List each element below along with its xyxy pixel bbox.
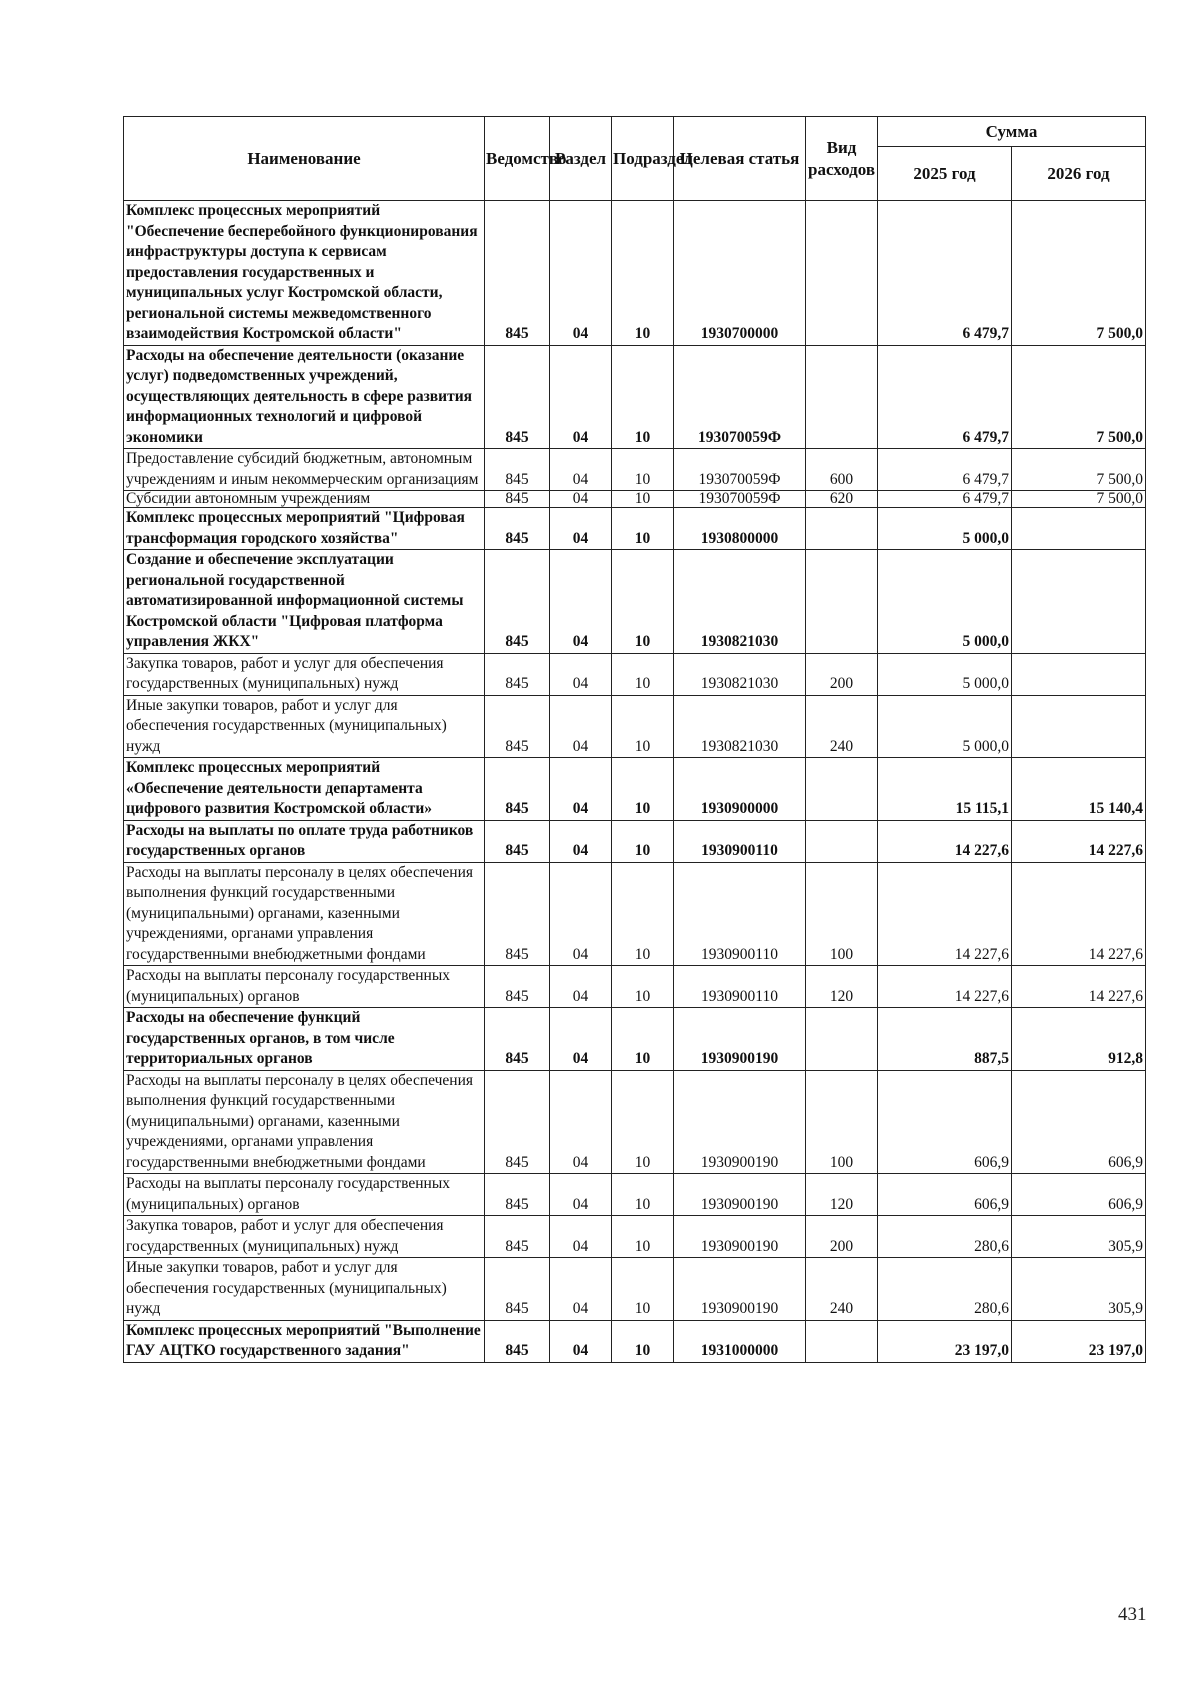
cell-article: 1930900190: [674, 1174, 806, 1216]
cell-2025: 23 197,0: [878, 1320, 1012, 1362]
cell-2025: 887,5: [878, 1008, 1012, 1071]
cell-podrazdel: 10: [612, 653, 674, 695]
cell-name: Расходы на выплаты по оплате труда работников государственных органов: [124, 820, 485, 862]
cell-vedomstvo: 845: [485, 1008, 550, 1071]
table-row: [124, 345, 1146, 449]
table-row: [124, 449, 1146, 491]
cell-article: 1930900190: [674, 1258, 806, 1321]
cell-2025: 14 227,6: [878, 820, 1012, 862]
cell-2025: 606,9: [878, 1174, 1012, 1216]
cell-2026: 305,9: [1012, 1258, 1146, 1321]
page-number: 431: [1118, 1604, 1147, 1625]
cell-podrazdel: 10: [612, 345, 674, 449]
cell-2025: 6 479,7: [878, 201, 1012, 346]
cell-article: 1930900000: [674, 758, 806, 821]
header-razdel: Раздел: [550, 117, 612, 201]
cell-article: 1931000000: [674, 1320, 806, 1362]
cell-name: Субсидии автономным учреждениям: [124, 491, 485, 508]
cell-2026: 15 140,4: [1012, 758, 1146, 821]
cell-vedomstvo: 845: [485, 966, 550, 1008]
cell-vid: 200: [806, 653, 878, 695]
cell-vedomstvo: 845: [485, 508, 550, 550]
cell-name: Предоставление субсидий бюджетным, автономным учреждениям и иным некоммерческим организациям: [124, 449, 485, 491]
cell-podrazdel: 10: [612, 966, 674, 1008]
cell-razdel: 04: [550, 820, 612, 862]
cell-podrazdel: 10: [612, 1174, 674, 1216]
cell-razdel: 04: [550, 966, 612, 1008]
cell-article: 1930900110: [674, 966, 806, 1008]
cell-2025: 5 000,0: [878, 550, 1012, 654]
table-row: [124, 201, 1146, 346]
cell-vedomstvo: 845: [485, 695, 550, 758]
cell-razdel: 04: [550, 508, 612, 550]
cell-vedomstvo: 845: [485, 1070, 550, 1174]
cell-podrazdel: 10: [612, 1008, 674, 1071]
cell-razdel: 04: [550, 449, 612, 491]
cell-vid: 600: [806, 449, 878, 491]
cell-vid: [806, 1320, 878, 1362]
cell-vid: 120: [806, 1174, 878, 1216]
cell-article: 193070059Ф: [674, 345, 806, 449]
cell-podrazdel: 10: [612, 1258, 674, 1321]
cell-article: 193070059Ф: [674, 491, 806, 508]
cell-vedomstvo: 845: [485, 1320, 550, 1362]
cell-2025: 5 000,0: [878, 508, 1012, 550]
header-vid: Вид расходов: [806, 117, 878, 201]
cell-2026: 14 227,6: [1012, 966, 1146, 1008]
table-row: [124, 966, 1146, 1008]
cell-vedomstvo: 845: [485, 653, 550, 695]
cell-2025: 280,6: [878, 1258, 1012, 1321]
cell-article: 1930900190: [674, 1216, 806, 1258]
cell-vid: 100: [806, 1070, 878, 1174]
cell-vedomstvo: 845: [485, 1174, 550, 1216]
cell-razdel: 04: [550, 695, 612, 758]
cell-2025: 5 000,0: [878, 695, 1012, 758]
header-name: Наименование: [124, 117, 485, 201]
header-summa: Сумма: [878, 117, 1146, 147]
header-podrazdel: Подраздел: [612, 117, 674, 201]
cell-vid: 240: [806, 695, 878, 758]
cell-2026: 912,8: [1012, 1008, 1146, 1071]
table-row: [124, 820, 1146, 862]
cell-2026: 23 197,0: [1012, 1320, 1146, 1362]
cell-vedomstvo: 845: [485, 758, 550, 821]
cell-vedomstvo: 845: [485, 491, 550, 508]
cell-razdel: 04: [550, 1174, 612, 1216]
cell-name: Закупка товаров, работ и услуг для обеспечения государственных (муниципальных) нужд: [124, 653, 485, 695]
cell-razdel: 04: [550, 758, 612, 821]
cell-article: 1930700000: [674, 201, 806, 346]
cell-article: 1930900190: [674, 1008, 806, 1071]
cell-2026: 305,9: [1012, 1216, 1146, 1258]
cell-name: Расходы на выплаты персоналу государственных (муниципальных) органов: [124, 966, 485, 1008]
cell-name: Комплекс процессных мероприятий "Цифровая трансформация городского хозяйства": [124, 508, 485, 550]
cell-vid: [806, 758, 878, 821]
cell-article: 1930900110: [674, 820, 806, 862]
cell-vedomstvo: 845: [485, 201, 550, 346]
cell-vedomstvo: 845: [485, 1258, 550, 1321]
table-row: [124, 1174, 1146, 1216]
cell-article: 1930821030: [674, 550, 806, 654]
cell-vid: 100: [806, 862, 878, 966]
cell-podrazdel: 10: [612, 862, 674, 966]
cell-vid: [806, 508, 878, 550]
cell-name: Расходы на выплаты персоналу в целях обеспечения выполнения функций государственными (муниципальными) органами, казенными учреждениями, органами управления государственными внебюджетными фондами: [124, 1070, 485, 1174]
cell-razdel: 04: [550, 1320, 612, 1362]
cell-article: 1930821030: [674, 695, 806, 758]
table-row: [124, 1070, 1146, 1174]
cell-razdel: 04: [550, 345, 612, 449]
cell-2025: 280,6: [878, 1216, 1012, 1258]
cell-2025: 5 000,0: [878, 653, 1012, 695]
cell-2026: [1012, 550, 1146, 654]
cell-razdel: 04: [550, 550, 612, 654]
cell-podrazdel: 10: [612, 449, 674, 491]
cell-article: 1930800000: [674, 508, 806, 550]
cell-razdel: 04: [550, 653, 612, 695]
table-row: [124, 758, 1146, 821]
cell-2026: 7 500,0: [1012, 201, 1146, 346]
cell-vedomstvo: 845: [485, 1216, 550, 1258]
cell-vid: [806, 345, 878, 449]
cell-2026: 7 500,0: [1012, 491, 1146, 508]
cell-razdel: 04: [550, 491, 612, 508]
cell-2026: [1012, 695, 1146, 758]
table-row: [124, 508, 1146, 550]
header-year-2025: 2025 год: [878, 147, 1012, 201]
cell-vid: 620: [806, 491, 878, 508]
table-row: [124, 695, 1146, 758]
table-row: [124, 1216, 1146, 1258]
cell-2026: [1012, 508, 1146, 550]
cell-vid: 240: [806, 1258, 878, 1321]
cell-name: Закупка товаров, работ и услуг для обеспечения государственных (муниципальных) нужд: [124, 1216, 485, 1258]
cell-article: 1930900190: [674, 1070, 806, 1174]
header-tselevaya: Целевая статья: [674, 117, 806, 201]
cell-name: Комплекс процессных мероприятий «Обеспечение деятельности департамента цифрового развития Костромской области»: [124, 758, 485, 821]
cell-vid: 200: [806, 1216, 878, 1258]
cell-2026: 7 500,0: [1012, 449, 1146, 491]
cell-name: Комплекс процессных мероприятий "Выполнение ГАУ АЦТКО государственного задания": [124, 1320, 485, 1362]
cell-2025: 14 227,6: [878, 862, 1012, 966]
cell-2026: [1012, 653, 1146, 695]
cell-vid: [806, 1008, 878, 1071]
cell-podrazdel: 10: [612, 491, 674, 508]
cell-2025: 6 479,7: [878, 345, 1012, 449]
cell-2026: 7 500,0: [1012, 345, 1146, 449]
cell-article: 1930900110: [674, 862, 806, 966]
cell-podrazdel: 10: [612, 550, 674, 654]
table-row: [124, 862, 1146, 966]
cell-article: 1930821030: [674, 653, 806, 695]
table-row: [124, 1320, 1146, 1362]
cell-razdel: 04: [550, 1216, 612, 1258]
cell-podrazdel: 10: [612, 508, 674, 550]
table-row: [124, 653, 1146, 695]
cell-podrazdel: 10: [612, 695, 674, 758]
cell-podrazdel: 10: [612, 1070, 674, 1174]
cell-2025: 6 479,7: [878, 449, 1012, 491]
cell-podrazdel: 10: [612, 1216, 674, 1258]
cell-razdel: 04: [550, 1258, 612, 1321]
table-row: [124, 1008, 1146, 1071]
cell-name: Иные закупки товаров, работ и услуг для обеспечения государственных (муниципальных) нужд: [124, 1258, 485, 1321]
cell-razdel: 04: [550, 1070, 612, 1174]
cell-vid: [806, 550, 878, 654]
cell-vid: [806, 820, 878, 862]
cell-podrazdel: 10: [612, 758, 674, 821]
cell-name: Расходы на выплаты персоналу в целях обеспечения выполнения функций государственными (муниципальными) органами, казенными учреждениями, органами управления государственными внебюджетными фондами: [124, 862, 485, 966]
cell-name: Расходы на выплаты персоналу государственных (муниципальных) органов: [124, 1174, 485, 1216]
cell-podrazdel: 10: [612, 201, 674, 346]
cell-razdel: 04: [550, 201, 612, 346]
cell-razdel: 04: [550, 862, 612, 966]
cell-2025: 15 115,1: [878, 758, 1012, 821]
cell-2026: 14 227,6: [1012, 820, 1146, 862]
cell-vid: [806, 201, 878, 346]
cell-2026: 606,9: [1012, 1174, 1146, 1216]
table-row: [124, 550, 1146, 654]
cell-vedomstvo: 845: [485, 550, 550, 654]
budget-table: [123, 116, 1146, 1363]
cell-name: Иные закупки товаров, работ и услуг для обеспечения государственных (муниципальных) нужд: [124, 695, 485, 758]
cell-name: Создание и обеспечение эксплуатации региональной государственной автоматизированной информационной системы Костромской области "Цифровая платформа управления ЖКХ": [124, 550, 485, 654]
cell-name: Расходы на обеспечение деятельности (оказание услуг) подведомственных учреждений, осуществляющих деятельность в сфере развития информационных технологий и цифровой экономики: [124, 345, 485, 449]
cell-2025: 6 479,7: [878, 491, 1012, 508]
table-row: [124, 491, 1146, 508]
cell-2025: 14 227,6: [878, 966, 1012, 1008]
cell-name: Расходы на обеспечение функций государственных органов, в том числе территориальных органов: [124, 1008, 485, 1071]
cell-name: Комплекс процессных мероприятий "Обеспечение бесперебойного функционирования инфраструктуры доступа к сервисам предоставления государственных и муниципальных услуг Костромской области, региональной системы межведомственного взаимодействия Костромской области": [124, 201, 485, 346]
cell-article: 193070059Ф: [674, 449, 806, 491]
cell-razdel: 04: [550, 1008, 612, 1071]
cell-vedomstvo: 845: [485, 345, 550, 449]
cell-2025: 606,9: [878, 1070, 1012, 1174]
table-row: [124, 1258, 1146, 1321]
cell-podrazdel: 10: [612, 820, 674, 862]
cell-vedomstvo: 845: [485, 862, 550, 966]
header-vedomstvo: Ведомство: [485, 117, 550, 201]
cell-vedomstvo: 845: [485, 820, 550, 862]
cell-2026: 606,9: [1012, 1070, 1146, 1174]
cell-vedomstvo: 845: [485, 449, 550, 491]
cell-podrazdel: 10: [612, 1320, 674, 1362]
table-body: [124, 201, 1146, 1363]
cell-2026: 14 227,6: [1012, 862, 1146, 966]
header-year-2026: 2026 год: [1012, 147, 1146, 201]
cell-vid: 120: [806, 966, 878, 1008]
